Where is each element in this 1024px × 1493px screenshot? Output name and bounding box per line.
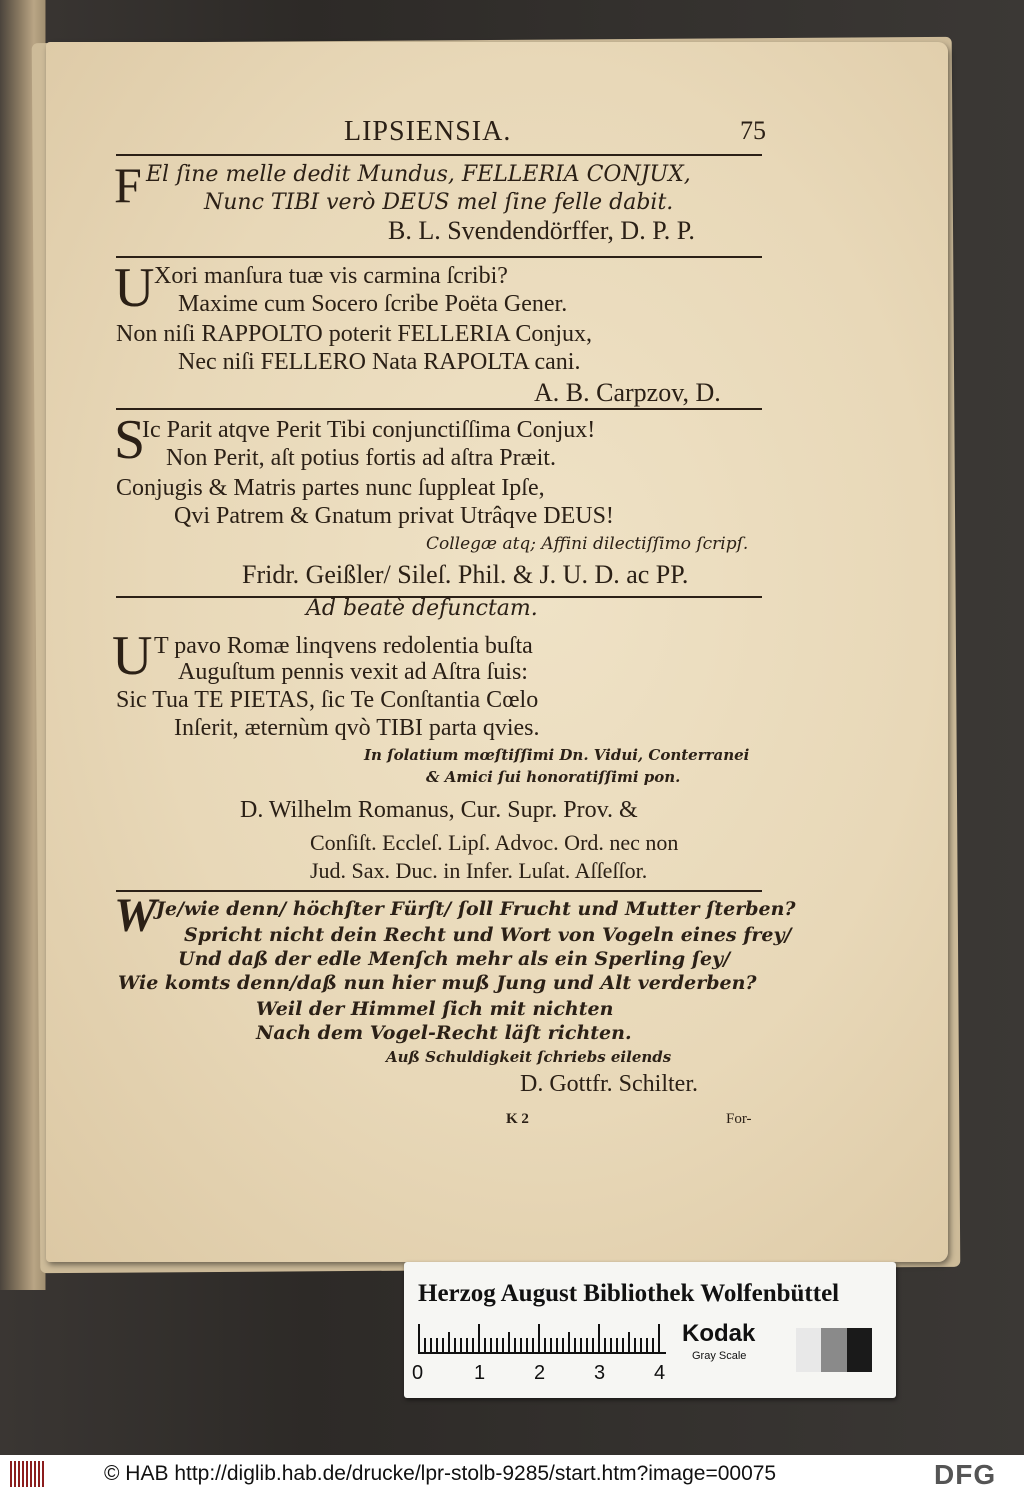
scale-number-1: 1: [474, 1362, 486, 1384]
ruler-tick: [598, 1324, 600, 1354]
ruler-tick: [514, 1338, 516, 1354]
ruler-tick: [556, 1338, 558, 1354]
poem-4-line-1: T pavo Romæ linqvens redolentia buſta: [154, 633, 533, 659]
dropcap-poem-3: S: [114, 409, 146, 471]
catchword: For-: [726, 1111, 752, 1127]
ruler-tick: [646, 1338, 648, 1354]
header-rule: [116, 154, 762, 156]
ruler-tick: [508, 1332, 510, 1354]
ruler-tick: [496, 1338, 498, 1354]
poem-4-line-4: Inſerit, æternùm qvò TIBI parta qvies.: [174, 715, 540, 741]
gray-patch-mid: [821, 1328, 846, 1372]
dropcap-poem-4: U: [112, 625, 153, 687]
dropcap-poem-2: U: [114, 257, 155, 319]
ruler-tick: [628, 1332, 630, 1354]
ruler-tick: [616, 1338, 618, 1354]
kodak-logo: Kodak: [682, 1320, 756, 1347]
poem-2-signature: A. B. Carpzov, D.: [534, 378, 721, 407]
poem-1-signature: B. L. Svendendörffer, D. P. P.: [388, 216, 695, 245]
ruler-tick: [562, 1338, 564, 1354]
poem-5-line-3: Und daß der edle Menſch mehr als ein Sperling ſey/: [178, 948, 731, 970]
ruler-tick: [658, 1324, 660, 1354]
divider-4: [116, 890, 762, 892]
ruler-tick: [592, 1338, 594, 1354]
scale-number-3: 3: [594, 1362, 606, 1384]
dropcap-poem-1: F: [114, 157, 142, 213]
divider-2: [116, 408, 762, 410]
card-title: Herzog August Bibliothek Wolfenbüttel: [418, 1280, 840, 1307]
ruler-tick: [460, 1338, 462, 1354]
poem-5-line-1: Je/wie denn/ höchſter Fürſt/ ſoll Frucht und Mutter ſterben?: [156, 898, 796, 920]
poem-2-line-1: Xori manſura tuæ vis carmina ſcribi?: [154, 263, 508, 289]
poem-4-line-2: Auguſtum pennis vexit ad Aſtra ſuis:: [178, 659, 528, 685]
poem-4-dedication-line-2: & Amici ſui honoratiſſimi pon.: [426, 768, 681, 786]
poem-3-line-3: Conjugis & Matris partes nunc ſuppleat Ipſe,: [116, 475, 545, 501]
poem-4-dedication-line-1: In ſolatium mœſtiſſimi Dn. Vidui, Conterranei: [364, 746, 750, 764]
poem-3-line-4: Qvi Patrem & Gnatum privat Utrâqve DEUS!: [174, 503, 614, 529]
poem-5-line-4: Wie komts denn/daß nun hier muß Jung und Alt verderben?: [118, 972, 757, 994]
ruler-tick: [544, 1338, 546, 1354]
gray-patch-light: [796, 1328, 821, 1372]
gray-patch-dark: [847, 1328, 872, 1372]
divider-1: [116, 256, 762, 258]
ruler-tick: [520, 1338, 522, 1354]
page-header: [46, 116, 948, 152]
ruler-tick: [580, 1338, 582, 1354]
running-head: LIPSIENSIA.: [344, 116, 512, 147]
poem-4-signature-line-2: Conſiſt. Eccleſ. Lipſ. Advoc. Ord. nec non: [310, 830, 679, 855]
color-target-card: [404, 1262, 896, 1398]
ruler-tick: [586, 1338, 588, 1354]
poem-1-line-1: El ſine melle dedit Mundus, FELLERIA CONJUX,: [146, 162, 691, 187]
poem-4-signature-line-1: D. Wilhelm Romanus, Cur. Supr. Prov. &: [240, 797, 638, 823]
signature-mark: K 2: [506, 1111, 529, 1127]
dropcap-poem-5: W: [114, 889, 157, 942]
ruler-tick: [568, 1332, 570, 1354]
footer-bar: [0, 1455, 1024, 1493]
gray-scale-patches: [796, 1328, 872, 1372]
ruler-tick: [478, 1324, 480, 1354]
ruler-tick: [490, 1338, 492, 1354]
ruler-tick: [640, 1338, 642, 1354]
ruler-tick: [448, 1332, 450, 1354]
footer-copyright-link[interactable]: © HAB http://diglib.hab.de/drucke/lpr-stolb-9285/start.htm?image=00075: [104, 1462, 777, 1485]
poem-4-line-3: Sic Tua TE PIETAS, ſic Te Conſtantia Cœlo: [116, 687, 539, 713]
ruler-tick: [502, 1338, 504, 1354]
poem-5-signature: D. Gottfr. Schilter.: [520, 1071, 698, 1097]
ruler-tick: [436, 1338, 438, 1354]
ruler-tick: [634, 1338, 636, 1354]
ruler-tick: [532, 1338, 534, 1354]
poem-2-line-4: Nec niſi FELLERO Nata RAPOLTA cani.: [178, 349, 581, 375]
ruler-tick: [424, 1338, 426, 1354]
ruler-tick: [622, 1338, 624, 1354]
ruler-tick: [526, 1338, 528, 1354]
poem-2-line-3: Non niſi RAPPOLTO poterit FELLERIA Conjux,: [116, 321, 593, 347]
scale-number-4: 4: [654, 1362, 666, 1384]
ruler-tick: [604, 1338, 606, 1354]
hab-barcode-icon: [10, 1461, 46, 1487]
poem-4-heading: Ad beatè defunctam.: [306, 596, 538, 621]
ruler-tick: [538, 1324, 540, 1354]
kodak-subtitle: Gray Scale: [692, 1350, 747, 1362]
ruler-tick: [484, 1338, 486, 1354]
ruler-tick: [418, 1324, 420, 1354]
book-page: [46, 42, 948, 1262]
ruler-tick: [472, 1338, 474, 1354]
dfg-logo: DFG: [934, 1459, 997, 1490]
ruler-tick: [430, 1338, 432, 1354]
ruler-tick: [550, 1338, 552, 1354]
ruler-scale: [418, 1320, 668, 1354]
ruler-tick: [466, 1338, 468, 1354]
poem-3-dedication: Collegæ atq; Affini dilectiſſimo ſcripſ.: [426, 534, 749, 554]
ruler-tick: [442, 1338, 444, 1354]
poem-5-line-2: Spricht nicht dein Recht und Wort von Vogeln eines frey/: [184, 924, 792, 946]
poem-3-line-1: Ic Parit atqve Perit Tibi conjunctiſſima Conjux!: [142, 417, 596, 443]
poem-5-dedication: Auß Schuldigkeit ſchriebs eilends: [386, 1048, 672, 1066]
poem-3-signature: Fridr. Geißler/ Sileſ. Phil. & J. U. D. ac PP.: [242, 560, 689, 589]
ruler-tick: [574, 1338, 576, 1354]
ruler-tick: [652, 1338, 654, 1354]
scale-number-0: 0: [412, 1362, 424, 1384]
poem-5-line-6: Nach dem Vogel-Recht läſt richten.: [256, 1022, 632, 1044]
ruler-tick: [454, 1338, 456, 1354]
poem-5-line-5: Weil der Himmel ſich mit nichten: [256, 998, 614, 1020]
poem-4-signature-line-3: Jud. Sax. Duc. in Infer. Luſat. Aſſeſſor.: [310, 858, 648, 883]
scale-number-2: 2: [534, 1362, 546, 1384]
poem-2-line-2: Maxime cum Socero ſcribe Poëta Gener.: [178, 291, 568, 317]
poem-1-line-2: Nunc TIBI verò DEUS mel ſine felle dabit.: [204, 190, 674, 215]
ruler-tick: [610, 1338, 612, 1354]
page-number: 75: [740, 116, 766, 145]
poem-3-line-2: Non Perit, aſt potius fortis ad aſtra Præit.: [166, 445, 556, 471]
